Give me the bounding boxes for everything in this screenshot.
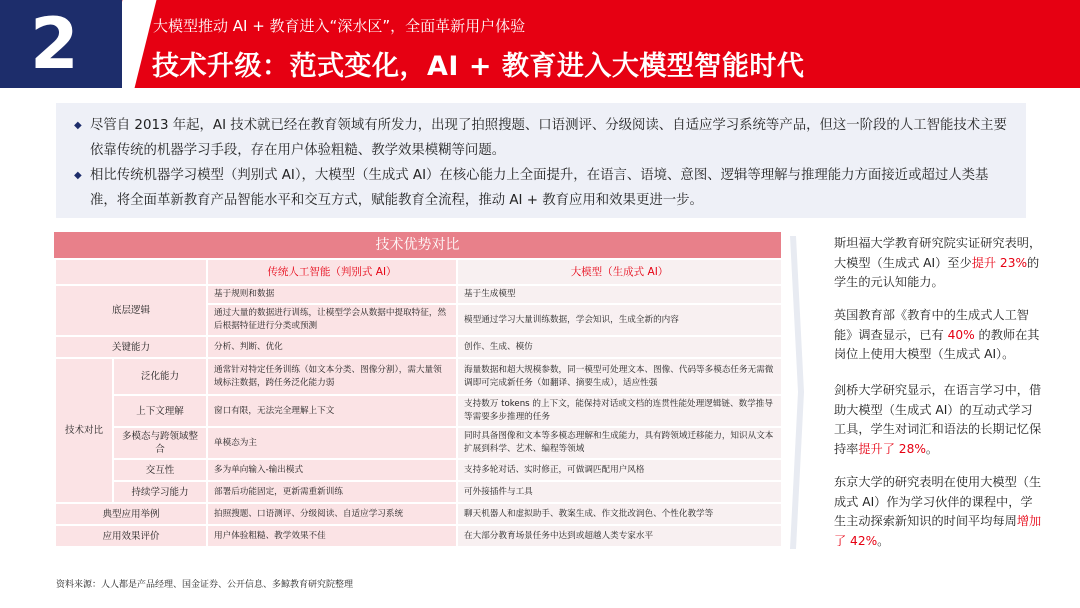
- stat-highlight: 提升 23%: [971, 255, 1028, 270]
- header-subtitle: 大模型推动 AI + 教育进入“深水区”，全面革新用户体验: [153, 17, 526, 35]
- header-banner: [0, 0, 1080, 88]
- intro-bullet-text: 尽管自 2013 年起，AI 技术就已经在教育领域有所发力，出现了拍照搜题、口语测评、分级阅读、自适应学习系统等产品，但这一阶段的人工智能技术主要依靠传统的机器学习手段，存在用户体验粗糙、教学效果模糊等问题。: [90, 118, 1007, 158]
- cell-llm: 海量数据和超大规模参数，同一模型可处理文本、图像、代码等多模态任务无需微调即可完成新任务（如翻译、摘要生成），适应性强: [457, 358, 782, 395]
- header-blank-cell: [55, 259, 207, 285]
- stat-highlight: 提升了 28%: [858, 441, 926, 456]
- comparison-table: [54, 232, 781, 548]
- stat-paragraph-cambridge: [834, 381, 1044, 459]
- table-row: [55, 336, 782, 358]
- cell-traditional: 通常针对特定任务训练（如文本分类、图像分割），需大量领域标注数据，跨任务泛化能力弱: [207, 358, 457, 395]
- diamond-bullet-icon: ◆: [74, 170, 82, 181]
- stat-highlight: 增加了 42%: [834, 514, 1042, 548]
- cell-traditional: 分析、判断、优化: [207, 336, 457, 358]
- stat-text: 英国教育部《教育中的生成式人工智能》调查显示，已有: [834, 308, 1029, 342]
- cell-traditional: 窗口有限，无法完全理解上下文: [207, 395, 457, 427]
- cell-llm: 支持多轮对话、实时修正，可做调匹配用户风格: [457, 459, 782, 481]
- cell-llm: 聊天机器人和虚拟助手、教案生成、作文批改润色、个性化教学等: [457, 503, 782, 525]
- stat-highlight: 40%: [947, 327, 975, 342]
- col-header-traditional: 传统人工智能（判别式 AI）: [207, 259, 457, 285]
- cell-traditional: 基于规则和数据: [207, 285, 457, 304]
- intro-bullet: [74, 163, 1010, 213]
- table-title: 技术优势对比: [54, 232, 781, 258]
- cell-llm: 基于生成模型: [457, 285, 782, 304]
- page-title: 技术升级：范式变化，AI + 教育进入大模型智能时代: [152, 51, 805, 82]
- table-row: [55, 503, 782, 525]
- row-group-category: 技术对比: [55, 358, 113, 503]
- row-category: 底层逻辑: [55, 285, 207, 336]
- stat-text: 。: [877, 533, 890, 548]
- diamond-bullet-icon: ◆: [74, 120, 82, 131]
- intro-bullet-text: 相比传统机器学习模型（判别式 AI），大模型（生成式 AI）在核心能力上全面提升，在语言、语境、意图、逻辑等理解与推理能力方面接近或超过人类基准，将全面革新教育产品智能水平和交互方式，赋能教育全流程，推动 AI + 教育应用和效果更进一步。: [90, 168, 989, 208]
- table-row: [55, 459, 782, 481]
- stat-text: 的教师在其岗位上使用大模型（生成式 AI）。: [834, 327, 1040, 361]
- stat-paragraph-uk: [834, 306, 1044, 365]
- intro-box: [56, 103, 1026, 218]
- row-subcategory: 上下文理解: [113, 395, 207, 427]
- stat-text: 。: [925, 441, 939, 456]
- cell-llm: 创作、生成、模仿: [457, 336, 782, 358]
- table-row: [55, 285, 782, 304]
- row-category: 典型应用举例: [55, 503, 207, 525]
- cell-traditional: 多为单向输入-输出模式: [207, 459, 457, 481]
- table-row: [55, 481, 782, 503]
- cell-traditional: 拍照搜题、口语测评、分级阅读、自适应学习系统: [207, 503, 457, 525]
- cell-traditional: 用户体验粗糙、教学效果不佳: [207, 525, 457, 547]
- row-category: 关键能力: [55, 336, 207, 358]
- row-category: 应用效果评价: [55, 525, 207, 547]
- cell-traditional: 单模态为主: [207, 427, 457, 459]
- section-number: 2: [30, 3, 79, 85]
- cell-llm: 支持数万 tokens 的上下文，能保持对话或文档的连贯性能处理逻辑链、数学推导等需要多步推理的任务: [457, 395, 782, 427]
- row-subcategory: 持续学习能力: [113, 481, 207, 503]
- source-note: 资料来源：人人都是产品经理、国金证券、公开信息、多鲸教育研究院整理: [56, 580, 354, 590]
- intro-bullet: [74, 113, 1010, 163]
- row-subcategory: 多模态与跨领域整合: [113, 427, 207, 459]
- table-row: [55, 525, 782, 547]
- bracket-arrow-icon: [790, 236, 804, 549]
- cell-llm: 在大部分教育场景任务中达到或超越人类专家水平: [457, 525, 782, 547]
- stat-text: 剑桥大学研究显示，在语言学习中，借助大模型（生成式 AI）的互动式学习工具，学生对词汇和语法的长期记忆保持率: [834, 383, 1042, 456]
- stat-paragraph-tokyo: [834, 473, 1044, 551]
- stat-text: 的学生的元认知能力。: [834, 255, 1040, 289]
- stat-paragraph-stanford: [834, 234, 1044, 293]
- col-header-llm: 大模型（生成式 AI）: [457, 259, 782, 285]
- table-row: [55, 358, 782, 395]
- cell-traditional: 通过大量的数据进行训练，让模型学会从数据中提取特征，然后根据特征进行分类或预测: [207, 304, 457, 336]
- table-header-row: [55, 259, 782, 285]
- table-row: [55, 395, 782, 427]
- stat-text: 斯坦福大学教育研究院实证研究表明，大模型（生成式 AI）至少: [834, 236, 1042, 270]
- table-row: [55, 427, 782, 459]
- row-subcategory: 交互性: [113, 459, 207, 481]
- cell-llm: 模型通过学习大量训练数据，学会知识，生成全新的内容: [457, 304, 782, 336]
- stat-text: 东京大学的研究表明在使用大模型（生成式 AI）作为学习伙伴的课程中，学生主动探索新知识的时间平均每周: [834, 475, 1042, 528]
- row-subcategory: 泛化能力: [113, 358, 207, 395]
- cell-traditional: 部署后功能固定，更新需重新训练: [207, 481, 457, 503]
- cell-llm: 同时具备图像和文本等多模态理解和生成能力，具有跨领域迁移能力，知识从文本扩展到科学、艺术、编程等领域: [457, 427, 782, 459]
- cell-llm: 可外接插件与工具: [457, 481, 782, 503]
